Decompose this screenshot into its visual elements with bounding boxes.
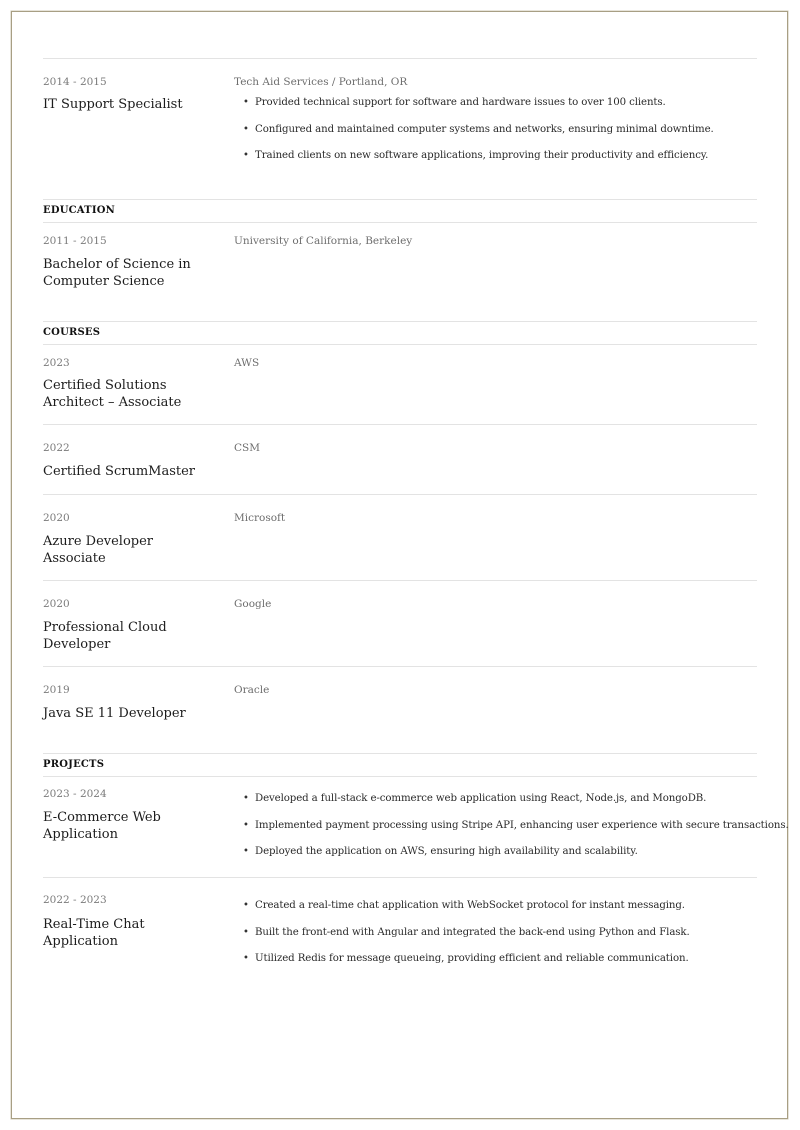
section-header-courses (43, 322, 757, 344)
section-title: COURSES (43, 327, 101, 338)
entry-organization: University of California, Berkeley (234, 235, 413, 247)
bullet-item: • Deployed the application on AWS, ensuring high availability and scalability. (243, 846, 783, 873)
entry-bullets (243, 97, 783, 177)
bullet-item: • Built the front-end with Angular and integrated the back-end using Python and Flask. (243, 927, 783, 954)
course-entry (43, 495, 757, 580)
entry-dates: 2022 (43, 442, 70, 454)
course-entry (43, 345, 757, 424)
entry-dates: 2019 (43, 684, 70, 696)
entry-dates: 2011 - 2015 (43, 235, 107, 247)
entry-dates: 2023 (43, 357, 70, 369)
entry-bullets (243, 793, 789, 873)
entry-dates: 2020 (43, 598, 70, 610)
entry-dates: 2022 - 2023 (43, 894, 107, 906)
entry-title: Java SE 11 Developer (43, 706, 186, 721)
entry-organization: AWS (234, 357, 260, 369)
entry-organization: CSM (234, 442, 260, 454)
bullet-item: • Created a real-time chat application with WebSocket protocol for instant messaging. (243, 900, 783, 927)
resume-content (43, 58, 789, 988)
entry-title: Professional Cloud Developer (43, 620, 167, 652)
entry-title: Azure Developer Associate (43, 534, 154, 566)
project-entry (43, 777, 789, 877)
section-header-projects (43, 754, 757, 776)
entry-title: Certified Solutions Architect – Associate (43, 378, 182, 410)
section-header-education (43, 200, 757, 222)
bullet-item: • Developed a full-stack e-commerce web application using React, Node.js, and MongoDB. (243, 793, 783, 820)
entry-title: Certified ScrumMaster (43, 464, 196, 479)
bullet-item: • Provided technical support for software and hardware issues to over 100 clients. (243, 97, 783, 124)
section-title: EDUCATION (43, 205, 115, 216)
entry-organization: Tech Aid Services / Portland, OR (234, 76, 408, 88)
entry-organization: Google (234, 598, 272, 610)
entry-dates: 2023 - 2024 (43, 788, 107, 800)
bullet-item: • Trained clients on new software applications, improving their productivity and efficiency. (243, 150, 783, 177)
entry-bullets (243, 900, 783, 980)
entry-title: Bachelor of Science in Computer Science (43, 257, 191, 289)
bullet-item: • Configured and maintained computer systems and networks, ensuring minimal downtime. (243, 124, 783, 151)
bullet-item: • Utilized Redis for message queueing, providing efficient and reliable communication. (243, 953, 783, 980)
entry-title: Real-Time Chat Application (43, 917, 145, 949)
course-entry (43, 581, 757, 666)
entry-dates: 2014 - 2015 (43, 76, 107, 88)
education-entry (43, 223, 757, 321)
entry-dates: 2020 (43, 512, 70, 524)
course-entry (43, 667, 757, 753)
project-entry (43, 878, 757, 988)
course-entry (43, 425, 757, 494)
entry-title: E-Commerce Web Application (43, 810, 161, 842)
entry-organization: Oracle (234, 684, 270, 696)
section-title: PROJECTS (43, 759, 105, 770)
experience-entry (43, 59, 757, 199)
bullet-item: • Implemented payment processing using Stripe API, enhancing user experience with secure transactions. (243, 820, 783, 847)
entry-organization: Microsoft (234, 512, 286, 524)
entry-title: IT Support Specialist (43, 97, 183, 112)
